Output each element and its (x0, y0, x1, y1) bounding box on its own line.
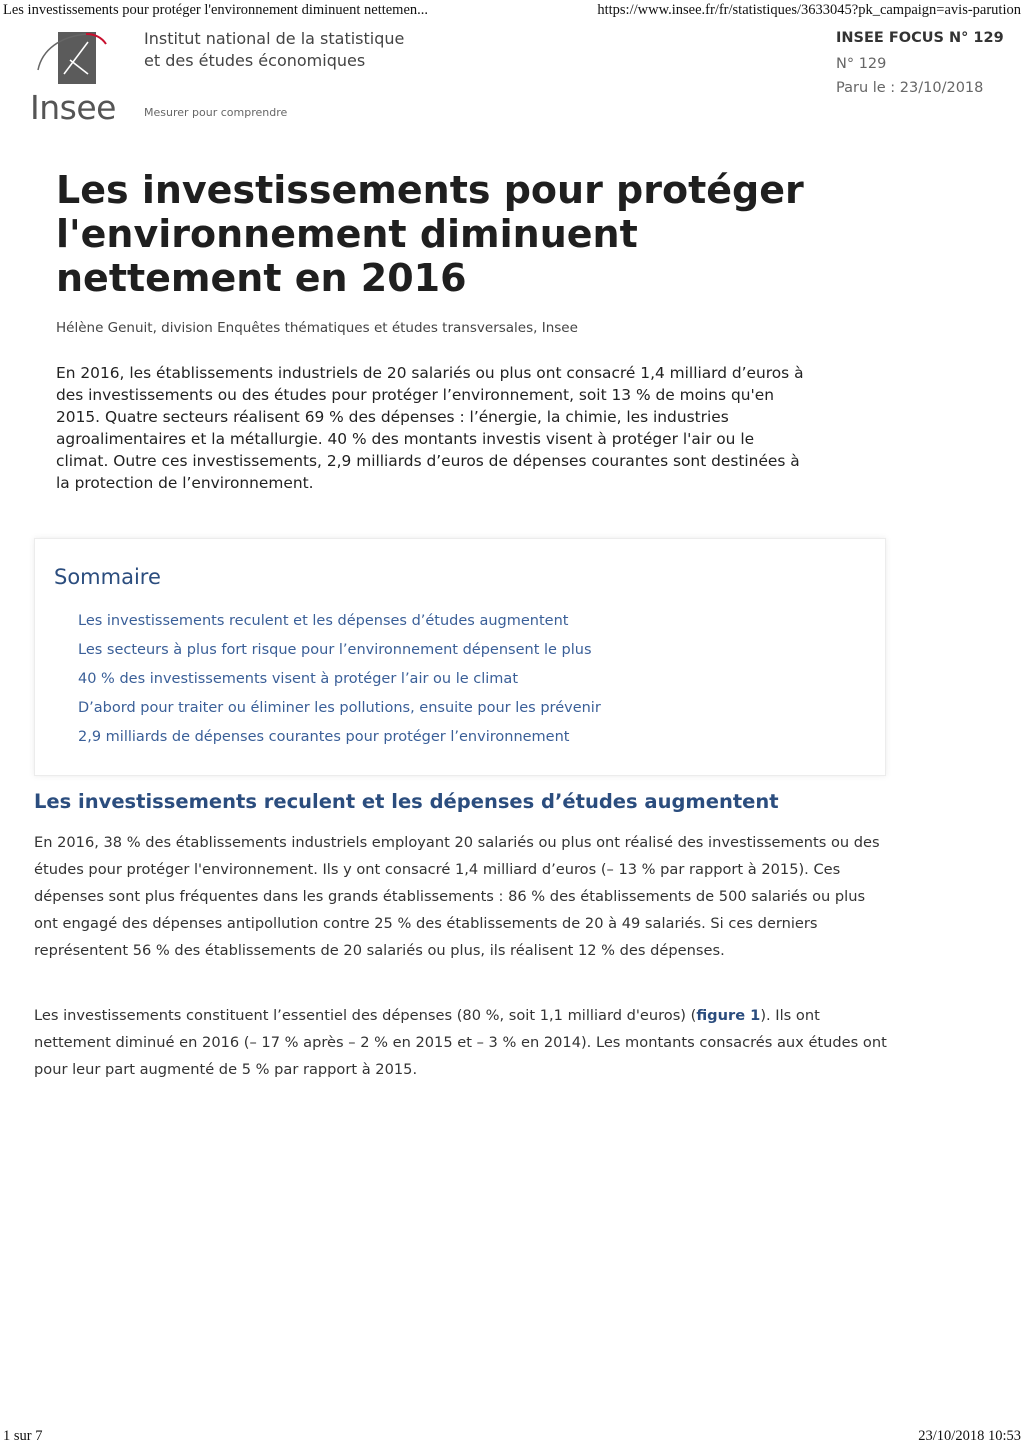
article-abstract: En 2016, les établissements industriels de 20 salariés ou plus ont consacré 1,4 milliard d’euros à des investissements ou des études pour protéger l’environnement, soit 13 % de moins qu'en 2015. Quatre secteurs réalisent 69 % des dépenses : l’énergie, la chimie, les industries agroalimentaires et la métallurgie. 40 % des montants investis visent à protéger l'air ou le climat. Outre ces investissements, 2,9 milliards d’euros de dépenses courantes sont destinées à la protection de l’environnement. (56, 364, 804, 492)
toc-link-2[interactable]: Les secteurs à plus fort risque pour l’environnement dépensent le plus (78, 642, 592, 658)
institute-name (144, 28, 444, 72)
toc-item (78, 607, 601, 636)
toc-link-1[interactable]: Les investissements reculent et les dépenses d’études augmentent (78, 613, 569, 629)
toc-item (78, 665, 601, 694)
article-author: Hélène Genuit, division Enquêtes thématiques et études transversales, Insee (56, 320, 578, 336)
paragraph-text: Les investissements constituent l’essentiel des dépenses (80 %, soit 1,1 milliard d'euros) ( (34, 1007, 697, 1024)
logo-wordmark: Insee (30, 88, 116, 127)
section-paragraph-1: En 2016, 38 % des établissements industriels employant 20 salariés ou plus ont réalisé des investissements ou des études pour protéger l'environnement. Ils y ont consacré 1,4 milliard d’euros (– 13 % par rapport à 2015). Ces dépenses sont plus fréquentes dans les grands établissements : 86 % des établissements de 500 salariés ou plus ont engagé des dépenses antipollution contre 25 % des établissements de 20 à 49 salariés. Si ces derniers représentent 56 % des établissements de 20 salariés ou plus, ils réalisent 12 % des dépenses. (34, 834, 880, 959)
print-header-title: Les investissements pour protéger l'environnement diminuent nettemen... (3, 2, 429, 18)
page-title: Les investissements pour protéger l'environnement diminuent nettement en 2016 (56, 168, 804, 300)
section-paragraph-2 (34, 1002, 890, 1083)
toc-item (78, 694, 601, 723)
publication-series: INSEE FOCUS N° 129 (836, 30, 1004, 46)
toc-item (78, 723, 601, 752)
publication-number: N° 129 (836, 56, 887, 72)
toc-heading: Sommaire (54, 565, 161, 589)
insee-logo-mark-icon (30, 30, 130, 92)
insee-logo[interactable] (30, 30, 130, 126)
toc-item (78, 636, 601, 665)
print-header (0, 2, 1024, 22)
toc-link-4[interactable]: D’abord pour traiter ou éliminer les pollutions, ensuite pour les prévenir (78, 700, 601, 716)
figure-1-link[interactable]: figure 1 (696, 1007, 761, 1024)
toc-list (78, 607, 601, 752)
institute-name-line1: Institut national de la statistique (144, 29, 405, 48)
page-counter: 1 sur 7 (3, 1428, 43, 1444)
publication-meta (836, 30, 1016, 96)
print-footer (0, 1428, 1024, 1448)
institute-tagline: Mesurer pour comprendre (144, 106, 288, 119)
toc-link-5[interactable]: 2,9 milliards de dépenses courantes pour protéger l’environnement (78, 729, 570, 745)
print-datetime: 23/10/2018 10:53 (918, 1428, 1021, 1444)
section-heading: Les investissements reculent et les dépenses d’études augmentent (34, 790, 779, 813)
table-of-contents (34, 538, 886, 776)
paragraph-text: ). Ils ont nettement diminué en 2016 (– 17 % après – 2 % en 2015 et – 3 % en 2014). Les montants consacrés aux études ont pour leur part augmenté de 5 % par rapport à 2015. (34, 1007, 887, 1078)
print-header-url[interactable]: https://www.insee.fr/fr/statistiques/3633045?pk_campaign=avis-parution (597, 2, 1021, 18)
institute-name-line2: et des études économiques (144, 51, 366, 70)
publication-date: Paru le : 23/10/2018 (836, 80, 984, 96)
toc-link-3[interactable]: 40 % des investissements visent à protéger l’air ou le climat (78, 671, 518, 687)
